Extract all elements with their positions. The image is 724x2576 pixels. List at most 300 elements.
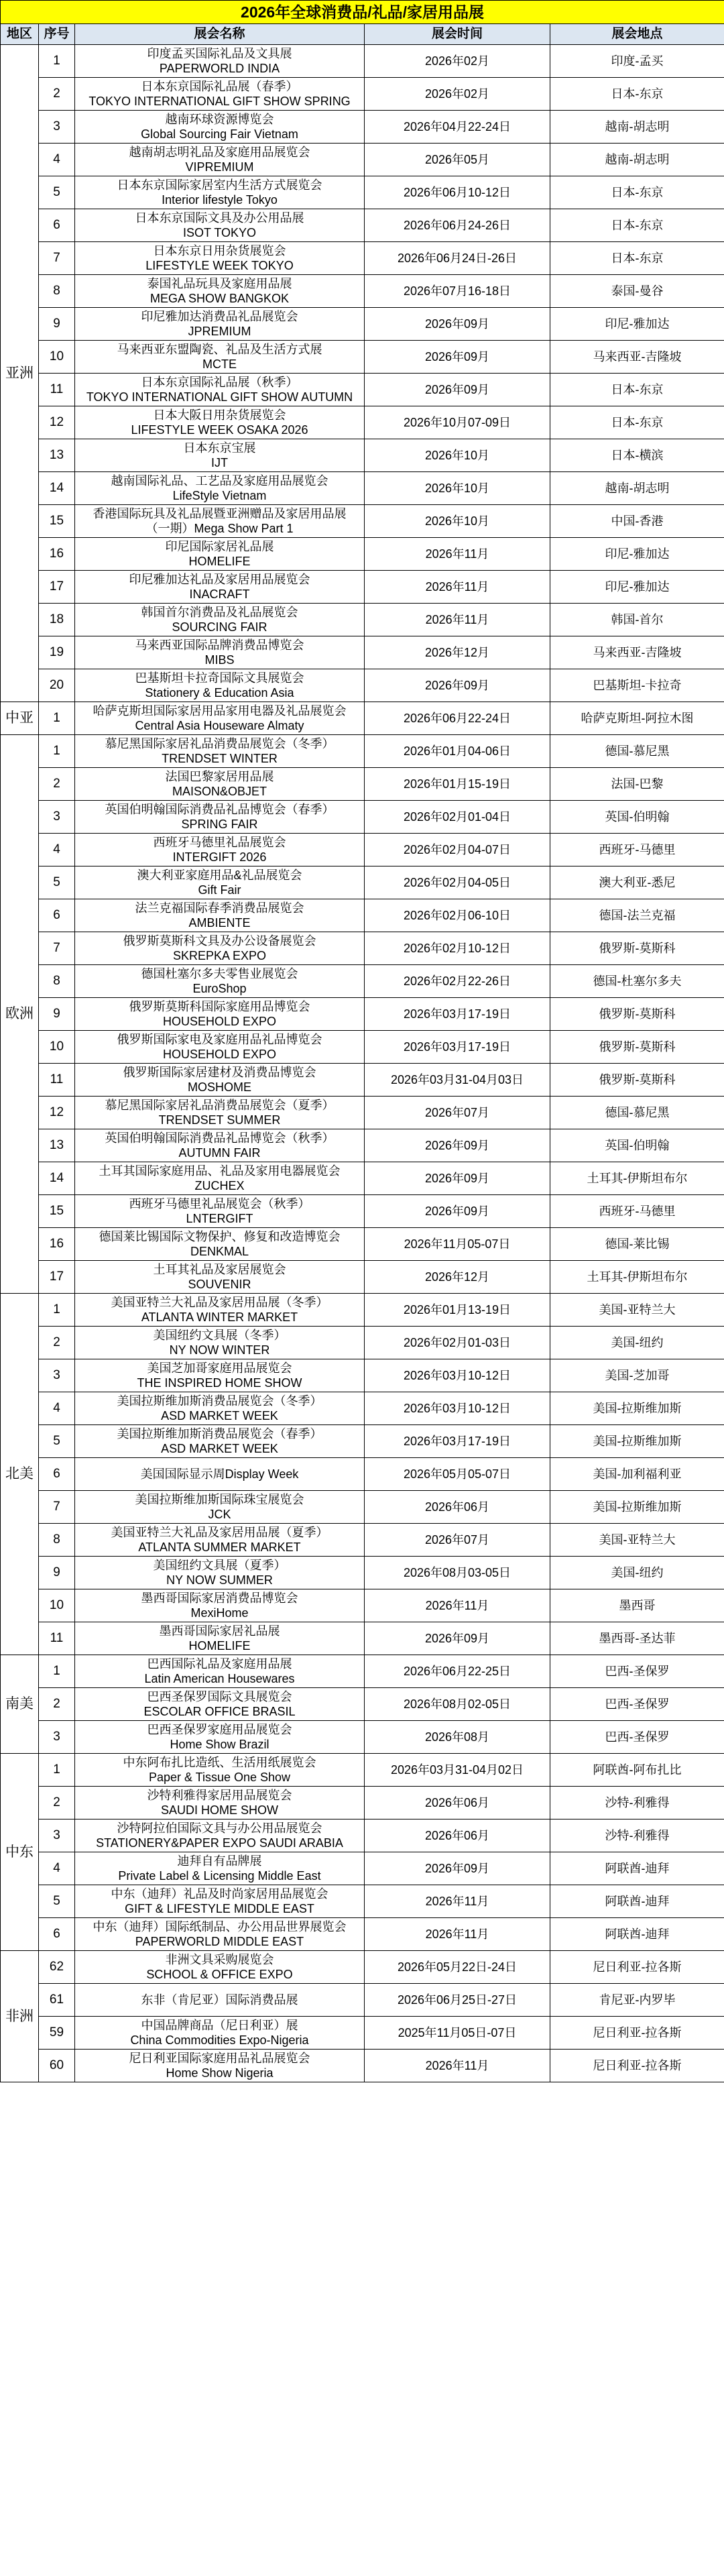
seq-cell: 2 [39, 768, 75, 801]
name-cell [75, 505, 365, 538]
seq-cell: 17 [39, 1261, 75, 1294]
name-cn: 韩国首尔消费品及礼品展览会 [141, 606, 298, 619]
seq-cell: 17 [39, 571, 75, 604]
location-cell: 美国-加利福利亚 [550, 1458, 724, 1491]
name-cn: 西班牙马德里礼品展览会（秋季） [129, 1197, 310, 1211]
table-row [1, 932, 724, 965]
location-cell: 美国-拉斯维加斯 [550, 1425, 724, 1458]
location-cell: 中国-香港 [550, 505, 724, 538]
name-cn: 美国国际显示周Display Week [140, 1467, 299, 1481]
region-cell: 欧洲 [1, 735, 39, 1294]
time-cell: 2026年12月 [365, 636, 550, 669]
location-cell: 俄罗斯-莫斯科 [550, 932, 724, 965]
name-en: Home Show Brazil [170, 1738, 269, 1751]
name-cn: 中东（迪拜）礼品及时尚家居用品展览会 [111, 1887, 328, 1901]
name-en: SOUVENIR [188, 1278, 251, 1291]
table-row [1, 1754, 724, 1787]
name-cell [75, 2017, 365, 2050]
name-en: TOKYO INTERNATIONAL GIFT SHOW AUTUMN [86, 390, 353, 404]
name-en: INTERGIFT 2026 [172, 850, 267, 864]
time-cell: 2026年02月10-12日 [365, 932, 550, 965]
name-cn: 哈萨克斯坦国际家居用品家用电器及礼品展览会 [93, 704, 347, 718]
seq-cell: 1 [39, 702, 75, 735]
name-cell [75, 866, 365, 899]
table-row [1, 1524, 724, 1557]
seq-cell: 3 [39, 1359, 75, 1392]
name-cn: 美国拉斯维加斯消费品展览会（冬季） [117, 1394, 322, 1408]
name-cell [75, 1261, 365, 1294]
seq-cell: 5 [39, 1425, 75, 1458]
name-en: MCTE [202, 357, 237, 371]
name-cn: 印度孟买国际礼品及文具展 [147, 47, 292, 60]
table-row [1, 1064, 724, 1097]
location-cell: 美国-亚特兰大 [550, 1294, 724, 1327]
time-cell: 2026年04月22-24日 [365, 111, 550, 144]
name-cell [75, 2050, 365, 2082]
time-cell: 2026年03月17-19日 [365, 1425, 550, 1458]
time-cell: 2026年08月 [365, 1721, 550, 1754]
name-cell [75, 768, 365, 801]
time-cell: 2026年03月31-04月03日 [365, 1064, 550, 1097]
name-cell [75, 1787, 365, 1819]
table-row [1, 1787, 724, 1819]
time-cell: 2026年06月 [365, 1787, 550, 1819]
seq-cell: 1 [39, 1754, 75, 1787]
table-row [1, 801, 724, 834]
name-cell [75, 1228, 365, 1261]
table-row [1, 1984, 724, 2017]
location-cell: 土耳其-伊斯坦布尔 [550, 1162, 724, 1195]
location-cell: 土耳其-伊斯坦布尔 [550, 1261, 724, 1294]
location-cell: 墨西哥-圣达菲 [550, 1622, 724, 1655]
name-cn: 慕尼黑国际家居礼品消费品展览会（冬季） [105, 737, 335, 750]
name-cn: 印尼雅加达礼品及家居用品展览会 [129, 573, 310, 586]
name-en: NY NOW SUMMER [166, 1573, 273, 1587]
name-en: MOSHOME [187, 1080, 251, 1094]
seq-cell: 9 [39, 998, 75, 1031]
location-cell: 哈萨克斯坦-阿拉木图 [550, 702, 724, 735]
time-cell: 2026年09月 [365, 1162, 550, 1195]
name-cn: 日本东京国际礼品展（春季） [141, 80, 298, 93]
name-en: TOKYO INTERNATIONAL GIFT SHOW SPRING [88, 95, 351, 108]
name-cn: 越南胡志明礼品及家庭用品展览会 [129, 146, 310, 159]
name-en: LIFESTYLE WEEK OSAKA 2026 [131, 423, 308, 437]
name-en: GIFT & LIFESTYLE MIDDLE EAST [125, 1902, 314, 1915]
time-cell: 2026年02月 [365, 45, 550, 78]
name-cell [75, 702, 365, 735]
name-cell [75, 176, 365, 209]
time-cell: 2026年06月10-12日 [365, 176, 550, 209]
name-cell [75, 209, 365, 242]
seq-cell: 10 [39, 1031, 75, 1064]
name-en: ASD MARKET WEEK [161, 1442, 278, 1455]
time-cell: 2026年06月 [365, 1819, 550, 1852]
name-cn: 俄罗斯莫斯科文具及办公设备展览会 [123, 934, 316, 948]
location-cell: 俄罗斯-莫斯科 [550, 998, 724, 1031]
location-cell: 沙特-利雅得 [550, 1787, 724, 1819]
name-cell [75, 1951, 365, 1984]
name-cell [75, 998, 365, 1031]
location-cell: 美国-拉斯维加斯 [550, 1491, 724, 1524]
location-cell: 墨西哥 [550, 1589, 724, 1622]
header-name: 展会名称 [75, 24, 365, 45]
location-cell: 德国-慕尼黑 [550, 735, 724, 768]
name-en: Home Show Nigeria [166, 2066, 274, 2080]
time-cell: 2026年09月 [365, 669, 550, 702]
name-cn: 德国杜塞尔多夫零售业展览会 [141, 967, 298, 981]
table-row [1, 1261, 724, 1294]
seq-cell: 15 [39, 505, 75, 538]
location-cell: 印尼-雅加达 [550, 571, 724, 604]
name-cell [75, 1195, 365, 1228]
name-en: LifeStyle Vietnam [172, 489, 267, 502]
time-cell: 2026年11月 [365, 1918, 550, 1951]
name-cell [75, 604, 365, 636]
location-cell: 美国-亚特兰大 [550, 1524, 724, 1557]
table-row [1, 1721, 724, 1754]
seq-cell: 3 [39, 801, 75, 834]
seq-cell: 10 [39, 1589, 75, 1622]
table-row [1, 1195, 724, 1228]
name-cn: 巴西圣保罗家庭用品展览会 [147, 1723, 292, 1736]
name-cell [75, 1655, 365, 1688]
name-cn: 巴西圣保罗国际文具展览会 [147, 1690, 292, 1703]
name-cn: 日本东京国际礼品展（秋季） [141, 376, 298, 389]
seq-cell: 13 [39, 1129, 75, 1162]
seq-cell: 6 [39, 1458, 75, 1491]
seq-cell: 18 [39, 604, 75, 636]
name-cn: 俄罗斯国际家居建材及消费品博览会 [123, 1066, 316, 1079]
seq-cell: 4 [39, 834, 75, 866]
location-cell: 巴基斯坦-卡拉奇 [550, 669, 724, 702]
location-cell: 越南-胡志明 [550, 472, 724, 505]
location-cell: 西班牙-马德里 [550, 834, 724, 866]
name-en: Global Sourcing Fair Vietnam [141, 127, 298, 141]
name-cn: 非洲文具采购展览会 [165, 1953, 274, 1966]
name-en: ZUCHEX [194, 1179, 245, 1192]
name-cell [75, 242, 365, 275]
name-cn: 美国拉斯维加斯国际珠宝展览会 [135, 1493, 304, 1506]
table-row [1, 768, 724, 801]
region-cell: 中亚 [1, 702, 39, 735]
name-cell [75, 1359, 365, 1392]
table-row [1, 1294, 724, 1327]
table-row [1, 1392, 724, 1425]
seq-cell: 3 [39, 111, 75, 144]
location-cell: 尼日利亚-拉各斯 [550, 2017, 724, 2050]
table-row [1, 341, 724, 374]
table-row [1, 1097, 724, 1129]
table-row [1, 965, 724, 998]
location-cell: 澳大利亚-悉尼 [550, 866, 724, 899]
location-cell: 德国-莱比锡 [550, 1228, 724, 1261]
name-cell [75, 1918, 365, 1951]
name-cell [75, 341, 365, 374]
name-en: THE INSPIRED HOME SHOW [137, 1376, 302, 1390]
location-cell: 日本-东京 [550, 78, 724, 111]
name-cell [75, 1557, 365, 1589]
region-cell: 非洲 [1, 1951, 39, 2082]
name-cell [75, 439, 365, 472]
name-en: LNTERGIFT [186, 1212, 253, 1225]
table-row [1, 111, 724, 144]
name-cell [75, 1622, 365, 1655]
name-cell [75, 111, 365, 144]
name-cell [75, 1327, 365, 1359]
table-row [1, 571, 724, 604]
name-en: Paper & Tissue One Show [148, 1771, 291, 1784]
region-cell: 亚洲 [1, 45, 39, 702]
name-en: ESCOLAR OFFICE BRASIL [143, 1705, 296, 1718]
location-cell: 日本-东京 [550, 176, 724, 209]
seq-cell: 2 [39, 1787, 75, 1819]
seq-cell: 7 [39, 1491, 75, 1524]
name-en: ASD MARKET WEEK [161, 1409, 278, 1422]
table-row [1, 1129, 724, 1162]
name-cell [75, 78, 365, 111]
table-row [1, 1655, 724, 1688]
name-cn: 英国伯明翰国际消费品礼品博览会（秋季） [105, 1131, 335, 1145]
time-cell: 2026年10月 [365, 472, 550, 505]
time-cell: 2026年08月02-05日 [365, 1688, 550, 1721]
name-en: SAUDI HOME SHOW [160, 1803, 278, 1817]
table-row [1, 1228, 724, 1261]
time-cell: 2026年06月24日-26日 [365, 242, 550, 275]
name-cn: 美国拉斯维加斯消费品展览会（春季） [117, 1427, 322, 1441]
time-cell: 2026年11月 [365, 604, 550, 636]
location-cell: 印尼-雅加达 [550, 538, 724, 571]
name-cn: 英国伯明翰国际消费品礼品博览会（春季） [105, 803, 335, 816]
name-cn: 德国莱比锡国际文物保护、修复和改造博览会 [99, 1230, 341, 1243]
name-cell [75, 636, 365, 669]
location-cell: 日本-东京 [550, 406, 724, 439]
table-row [1, 702, 724, 735]
table-row [1, 78, 724, 111]
name-en: AMBIENTE [188, 916, 251, 930]
name-en: Stationery & Education Asia [145, 686, 294, 699]
table-row [1, 866, 724, 899]
name-en: HOMELIFE [188, 555, 251, 568]
time-cell: 2026年11月 [365, 1589, 550, 1622]
seq-cell: 5 [39, 866, 75, 899]
time-cell: 2026年10月 [365, 439, 550, 472]
table-row [1, 604, 724, 636]
location-cell: 阿联酋-迪拜 [550, 1918, 724, 1951]
name-en: LIFESTYLE WEEK TOKYO [145, 259, 294, 272]
name-cn: 沙特阿拉伯国际文具与办公用品展览会 [117, 1822, 322, 1835]
seq-cell: 61 [39, 1984, 75, 2017]
name-cell [75, 571, 365, 604]
table-row [1, 1425, 724, 1458]
seq-cell: 7 [39, 932, 75, 965]
location-cell: 沙特-利雅得 [550, 1819, 724, 1852]
name-cell [75, 965, 365, 998]
seq-cell: 2 [39, 1688, 75, 1721]
name-cell [75, 1885, 365, 1918]
name-en: AUTUMN FAIR [178, 1146, 261, 1160]
time-cell: 2026年09月 [365, 1129, 550, 1162]
table-row [1, 834, 724, 866]
seq-cell: 3 [39, 1819, 75, 1852]
location-cell: 马来西亚-吉隆坡 [550, 636, 724, 669]
seq-cell: 3 [39, 1721, 75, 1754]
table-row [1, 472, 724, 505]
name-cell [75, 1097, 365, 1129]
name-en: MAISON&OBJET [172, 785, 267, 798]
name-cell [75, 406, 365, 439]
seq-cell: 5 [39, 176, 75, 209]
name-en: IJT [211, 456, 228, 469]
table-row [1, 1491, 724, 1524]
seq-cell: 5 [39, 1885, 75, 1918]
time-cell: 2026年12月 [365, 1261, 550, 1294]
name-en: JCK [208, 1508, 231, 1521]
name-cell [75, 308, 365, 341]
name-cell [75, 932, 365, 965]
name-en: Private Label & Licensing Middle East [118, 1869, 321, 1883]
name-cell [75, 1754, 365, 1787]
name-en: TRENDSET WINTER [162, 752, 278, 765]
name-cn: 日本东京日用杂货展览会 [153, 244, 286, 258]
table-row [1, 275, 724, 308]
name-en: PAPERWORLD INDIA [159, 62, 280, 75]
time-cell: 2026年11月05-07日 [365, 1228, 550, 1261]
name-cn: 美国亚特兰大礼品及家居用品展（冬季） [111, 1296, 328, 1309]
name-cn: 墨西哥国际家居礼品展 [159, 1624, 280, 1638]
name-cn: 美国纽约文具展（冬季） [153, 1329, 286, 1342]
name-cell [75, 374, 365, 406]
name-en: MIBS [204, 653, 235, 667]
time-cell: 2026年02月04-07日 [365, 834, 550, 866]
name-cn: 越南国际礼品、工艺品及家庭用品展览会 [111, 474, 328, 488]
name-cell [75, 1524, 365, 1557]
name-cn: 法国巴黎家居用品展 [165, 770, 274, 783]
name-cell [75, 801, 365, 834]
table-row [1, 2017, 724, 2050]
name-en: MEGA SHOW BANGKOK [149, 292, 290, 305]
seq-cell: 1 [39, 1294, 75, 1327]
name-en: SKREPKA EXPO [172, 949, 267, 962]
seq-cell: 11 [39, 1064, 75, 1097]
location-cell: 泰国-曼谷 [550, 275, 724, 308]
name-en: DENKMAL [190, 1245, 249, 1258]
name-en: Gift Fair [198, 883, 241, 897]
table-row [1, 242, 724, 275]
time-cell: 2026年11月 [365, 538, 550, 571]
name-cn: 慕尼黑国际家居礼品消费品展览会（夏季） [105, 1099, 335, 1112]
name-cn: 法兰克福国际春季消费品展览会 [135, 901, 304, 915]
table-row [1, 374, 724, 406]
time-cell: 2026年03月17-19日 [365, 1031, 550, 1064]
name-en: Central Asia Houseware Almaty [135, 719, 304, 732]
seq-cell: 2 [39, 78, 75, 111]
name-cn: 巴基斯坦卡拉奇国际文具展览会 [135, 671, 304, 685]
name-cn: 墨西哥国际家居消费品博览会 [141, 1591, 298, 1605]
name-cn: 土耳其国际家庭用品、礼品及家用电器展览会 [99, 1164, 341, 1178]
time-cell: 2026年01月04-06日 [365, 735, 550, 768]
name-en: STATIONERY&PAPER EXPO SAUDI ARABIA [96, 1836, 343, 1850]
time-cell: 2026年03月10-12日 [365, 1392, 550, 1425]
time-cell: 2026年06月22-25日 [365, 1655, 550, 1688]
region-cell: 北美 [1, 1294, 39, 1655]
time-cell: 2026年02月01-04日 [365, 801, 550, 834]
location-cell: 阿联酋-阿布扎比 [550, 1754, 724, 1787]
name-cell [75, 275, 365, 308]
time-cell: 2026年09月 [365, 1195, 550, 1228]
name-cn: 澳大利亚家庭用品&礼品展览会 [137, 869, 302, 882]
name-cell [75, 1819, 365, 1852]
table-row [1, 1688, 724, 1721]
time-cell: 2026年10月07-09日 [365, 406, 550, 439]
seq-cell: 59 [39, 2017, 75, 2050]
seq-cell: 14 [39, 1162, 75, 1195]
seq-cell: 6 [39, 209, 75, 242]
location-cell: 巴西-圣保罗 [550, 1688, 724, 1721]
location-cell: 德国-慕尼黑 [550, 1097, 724, 1129]
name-cell [75, 144, 365, 176]
seq-cell: 62 [39, 1951, 75, 1984]
table-row [1, 538, 724, 571]
seq-cell: 20 [39, 669, 75, 702]
seq-cell: 14 [39, 472, 75, 505]
name-cn: 香港国际玩具及礼品展暨亚洲赠品及家居用品展 [93, 507, 347, 520]
name-cn: 中国品牌商品（尼日利亚）展 [141, 2019, 298, 2032]
location-cell: 日本-东京 [550, 242, 724, 275]
name-cn: 美国亚特兰大礼品及家居用品展（夏季） [111, 1526, 328, 1539]
location-cell: 法国-巴黎 [550, 768, 724, 801]
header-seq: 序号 [39, 24, 75, 45]
table-row [1, 1327, 724, 1359]
time-cell: 2026年03月17-19日 [365, 998, 550, 1031]
header-location: 展会地点 [550, 24, 724, 45]
seq-cell: 12 [39, 1097, 75, 1129]
table-row [1, 439, 724, 472]
time-cell: 2026年03月10-12日 [365, 1359, 550, 1392]
table-row [1, 2050, 724, 2082]
location-cell: 美国-拉斯维加斯 [550, 1392, 724, 1425]
table-row [1, 1557, 724, 1589]
seq-cell: 19 [39, 636, 75, 669]
location-cell: 尼日利亚-拉各斯 [550, 2050, 724, 2082]
name-cn: 俄罗斯国际家电及家庭用品礼品博览会 [117, 1033, 322, 1046]
name-cell [75, 1031, 365, 1064]
name-cell [75, 1721, 365, 1754]
location-cell: 俄罗斯-莫斯科 [550, 1064, 724, 1097]
name-cell [75, 1064, 365, 1097]
name-cell [75, 1589, 365, 1622]
name-cell [75, 1491, 365, 1524]
seq-cell: 1 [39, 45, 75, 78]
table-row [1, 1819, 724, 1852]
time-cell: 2026年01月13-19日 [365, 1294, 550, 1327]
name-cn: 马来西亚国际品牌消费品博览会 [135, 638, 304, 652]
table-row [1, 406, 724, 439]
table-row [1, 1918, 724, 1951]
location-cell: 美国-芝加哥 [550, 1359, 724, 1392]
location-cell: 俄罗斯-莫斯科 [550, 1031, 724, 1064]
name-cn: 日本大阪日用杂货展览会 [153, 408, 286, 422]
name-cn: 马来西亚东盟陶瓷、礼品及生活方式展 [117, 343, 322, 356]
time-cell: 2026年02月06-10日 [365, 899, 550, 932]
table-row [1, 176, 724, 209]
header-time: 展会时间 [365, 24, 550, 45]
time-cell: 2026年11月 [365, 2050, 550, 2082]
table-row [1, 899, 724, 932]
time-cell: 2026年07月16-18日 [365, 275, 550, 308]
seq-cell: 9 [39, 308, 75, 341]
name-en: ATLANTA SUMMER MARKET [138, 1541, 301, 1554]
table-title: 2026年全球消费品/礼品/家居用品展 [1, 1, 724, 24]
